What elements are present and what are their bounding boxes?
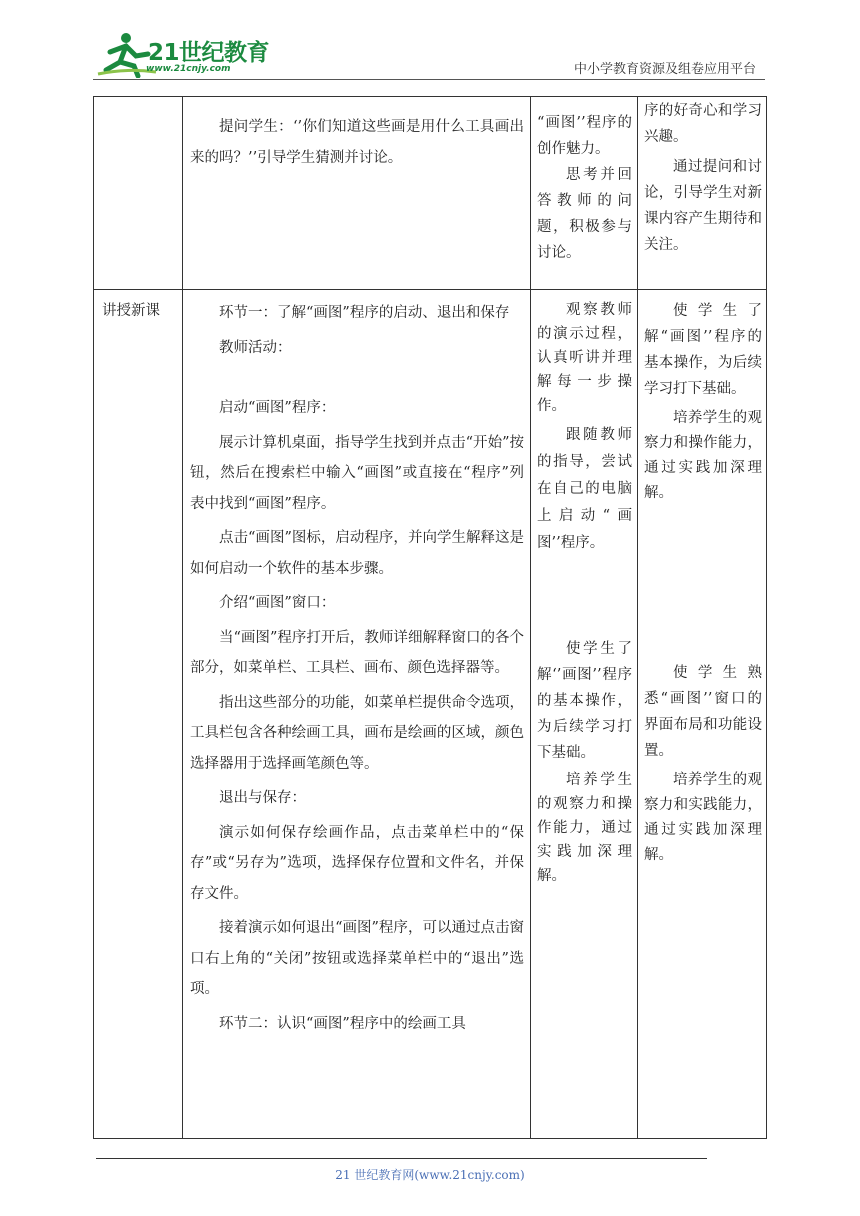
logo-text: 21世纪教育 [148,40,270,66]
table-row-divider [93,289,767,290]
row2-purpose-a-text-2: 培养学生的观察力和操作能力，通过实践加深理解。 [644,410,762,501]
footer-text: 21 世纪教育网(www.21cnjy.com) [335,1168,525,1182]
launch-heading: 启动“画图”程序： [219,400,336,416]
row1-activity [190,112,524,174]
logo-url: www.21cnjy.com [146,64,231,74]
row1-student [537,110,632,266]
row1-purpose [644,98,762,258]
row2-purpose-b-text-2: 培养学生的观察力和实践能力，通过实践加深理解。 [644,772,762,863]
table-border-left [93,96,94,1139]
row2-stage: 讲授新课 [102,303,160,319]
table-col-divider-2 [530,96,531,1139]
step1-heading: 环节一：了解“画图”程序的启动、退出和保存 [219,305,510,321]
footer-divider [96,1158,707,1159]
blank-line [190,363,524,393]
row2-student-b [537,636,632,888]
launch-text-2: 点击“画图”图标，启动程序，并向学生解释这是如何启动一个软件的基本步骤。 [190,530,524,577]
teacher-activity-label: 教师活动： [219,339,292,356]
row2-purpose-a [644,298,762,506]
window-text-1: 当“画图”程序打开后，教师详细解释窗口的各个部分，如菜单栏、工具栏、画布、颜色选择器等。 [190,629,524,676]
row2-student-a-text-2: 跟随教师的指导，尝试在自己的电脑上启动“画图’’程序。 [537,427,632,551]
row1-purpose-text-2: 通过提问和讨论，引导学生对新课内容产生期待和关注。 [644,159,762,253]
window-heading: 介绍“画图”窗口： [219,595,336,611]
page-header [0,0,860,80]
exit-text: 接着演示如何退出“画图”程序，可以通过点击窗口右上角的“关闭”按钮或选择菜单栏中的“退出”选项。 [190,920,524,997]
window-text-2: 指出这些部分的功能，如菜单栏提供命令选项，工具栏包含各种绘画工具，画布是绘画的区域，颜色选择器用于选择画笔颜色等。 [190,694,524,772]
table-col-divider-1 [182,96,183,1139]
header-divider [93,79,765,80]
row2-student-a-text-1: 观察教师的演示过程，认真听讲并理解每一步操作。 [537,302,632,414]
row1-student-text-1: “画图’’程序的创作魅力。 [537,115,632,157]
launch-text-1: 展示计算机桌面，指导学生找到并点击“开始”按钮，然后在搜索栏中输入“画图”或直接在“程序”列表中找到“画图”程序。 [190,434,524,512]
row2-activity [190,298,524,1039]
table-col-divider-3 [637,96,638,1139]
row1-student-text-2: 思考并回答教师的问题，积极参与讨论。 [537,167,632,261]
table-border-top [93,96,767,97]
row2-purpose-b [644,660,762,868]
step2-heading: 环节二：认识“画图”程序中的绘画工具 [219,1015,466,1032]
exit-save-heading: 退出与保存： [219,790,306,806]
table-border-bottom [93,1138,767,1139]
row1-activity-text: 提问学生：‘’你们知道这些画是用什么工具画出来的吗？’’引导学生猜测并讨论。 [190,119,524,166]
row2-student-b-text-1: 使学生了解‘’画图’’程序的基本操作，为后续学习打下基础。 [537,641,632,761]
row2-student-b-text-2: 培养学生的观察力和操作能力，通过实践加深理解。 [537,772,632,884]
save-text: 演示如何保存绘画作品，点击菜单栏中的“保存”或“另存为”选项，选择保存位置和文件名，并保存文件。 [190,824,524,902]
platform-title: 中小学教育资源及组卷应用平台 [573,62,756,77]
table-border-right [766,96,767,1139]
row2-purpose-b-text-1: 使学生熟悉“画图’’窗口的界面布局和功能设置。 [644,665,762,759]
row1-purpose-text-1: 序的好奇心和学习兴趣。 [644,103,762,145]
row2-purpose-a-text-1: 使学生了解“画图’’程序的基本操作，为后续学习打下基础。 [644,303,762,397]
row2-student-a [537,298,632,557]
